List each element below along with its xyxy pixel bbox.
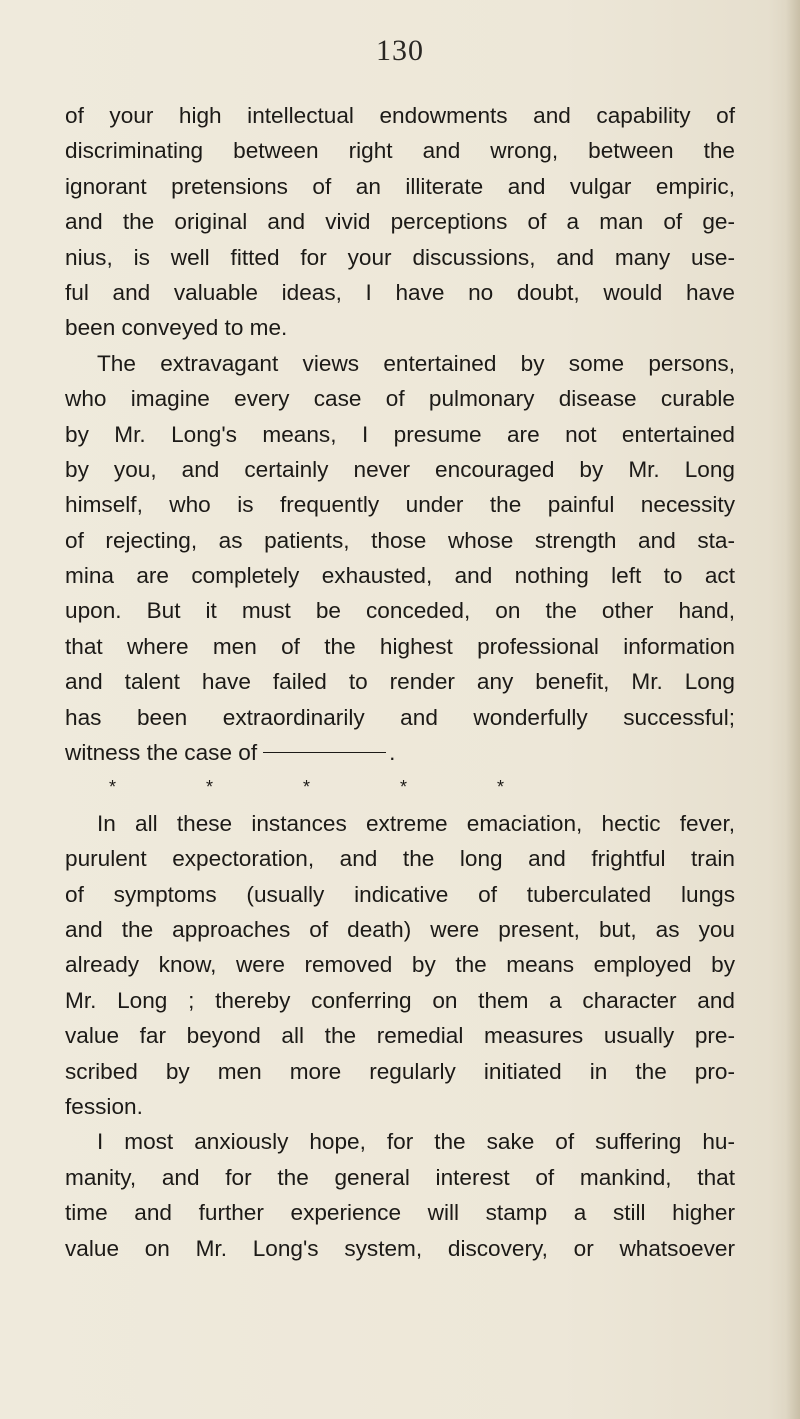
text-line: himself, who is frequently under the painful necessity <box>65 492 735 518</box>
page-edge-shadow <box>786 0 800 1419</box>
text-line: that where men of the highest professional information <box>65 633 735 659</box>
text-line: of your high intellectual endowments and capability of <box>65 103 735 128</box>
text-line: value on Mr. Long's system, discovery, or whatsoever <box>65 1235 735 1261</box>
asterism-separator <box>65 770 735 805</box>
separator-star: * <box>303 777 311 798</box>
text-line: nius, is well fitted for your discussions, and many use- <box>65 244 735 270</box>
text-line: of symptoms (usually indicative of tuberculated lungs <box>65 881 735 907</box>
paragraph <box>65 1124 735 1266</box>
text-line: fession. <box>65 1093 143 1119</box>
page-number: 130 <box>376 34 424 67</box>
text-line: I most anxiously hope, for the sake of suffering hu- <box>97 1129 735 1155</box>
paragraph <box>65 346 735 735</box>
text-line: who imagine every case of pulmonary disease curable <box>65 386 735 412</box>
paragraphs-before-separator <box>65 98 735 735</box>
paragraph <box>65 98 735 346</box>
text-line: Mr. Long ; thereby conferring on them a character and <box>65 987 735 1013</box>
text-line: of rejecting, as patients, those whose strength and sta- <box>65 527 735 553</box>
paragraphs-after-separator <box>65 806 735 1266</box>
separator-star: * <box>400 777 408 798</box>
separator-star: * <box>206 777 214 798</box>
text-line: mina are completely exhausted, and nothing left to act <box>65 563 735 589</box>
text-line: discriminating between right and wrong, between the <box>65 138 735 164</box>
witness-end-punctuation: . <box>389 740 396 766</box>
text-line: ignorant pretensions of an illiterate and vulgar empiric, <box>65 173 735 199</box>
text-line: and talent have failed to render any benefit, Mr. Long <box>65 669 735 695</box>
text-line: has been extraordinarily and wonderfully successful; <box>65 704 735 730</box>
text-line: purulent expectoration, and the long and frightful train <box>65 846 735 872</box>
text-line: upon. But it must be conceded, on the other hand, <box>65 598 735 624</box>
text-line: and the original and vivid perceptions of a man of ge- <box>65 209 735 235</box>
body-text <box>65 98 735 1266</box>
text-line: The extravagant views entertained by some persons, <box>97 350 735 376</box>
blank-dash-rule <box>263 752 386 753</box>
text-line: In all these instances extreme emaciation, hectic fever, <box>97 810 735 836</box>
witness-text: witness the case of <box>65 740 258 766</box>
witness-line <box>65 735 735 770</box>
text-line: been conveyed to me. <box>65 315 288 341</box>
text-line: value far beyond all the remedial measures usually pre- <box>65 1023 735 1049</box>
separator-star: * <box>109 777 117 798</box>
text-line: by you, and certainly never encouraged by Mr. Long <box>65 456 735 482</box>
text-line: scribed by men more regularly initiated in the pro- <box>65 1058 735 1084</box>
text-line: already know, were removed by the means employed by <box>65 952 735 978</box>
text-line: manity, and for the general interest of mankind, that <box>65 1164 735 1190</box>
text-line: by Mr. Long's means, I presume are not entertained <box>65 421 735 447</box>
paragraph <box>65 806 735 1125</box>
separator-star: * <box>497 777 505 798</box>
text-line: time and further experience will stamp a still higher <box>65 1200 735 1226</box>
text-line: ful and valuable ideas, I have no doubt, would have <box>65 279 735 305</box>
text-line: and the approaches of death) were present, but, as you <box>65 916 735 942</box>
